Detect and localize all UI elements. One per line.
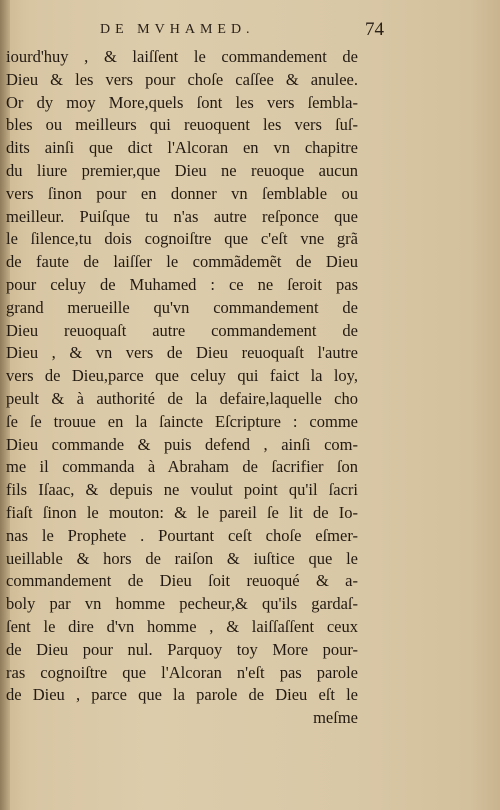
catchword: meſme [313, 708, 358, 728]
text-line: Dieu commande & puis defend , ainſi com- [6, 434, 358, 454]
running-head-title: DE MVHAMED. [100, 22, 255, 37]
body-text [6, 46, 358, 730]
text-line: commandement de Dieu ſoit reuoqué & a- [6, 571, 358, 591]
running-head [0, 19, 500, 46]
text-line: me il commanda à Abraham de ſacrifier ſon [6, 457, 358, 477]
text-line: de Dieu , parce que la parole de Dieu eſt le [6, 685, 358, 705]
text-line: ſent le dire d'vn homme , & laiſſaſſent ceux [6, 616, 358, 636]
text-line: meilleur. Puiſque tu n'as autre reſponce que [6, 206, 358, 226]
text-line: du liure premier,que Dieu ne reuoque aucun [6, 160, 358, 180]
text-line: Dieu , & vn vers de Dieu reuoquaſt l'autre [6, 343, 358, 363]
text-line: boly par vn homme pecheur,& qu'ils gardaſ- [6, 594, 358, 614]
text-line: Or dy moy More,quels ſont les vers ſembla- [6, 92, 358, 112]
text-line: le ſilence,tu dois cognoiſtre que c'eſt vne grã [6, 229, 358, 249]
text-line: bles ou meilleurs qui reuoquent les vers ſuſ- [6, 115, 358, 135]
text-line: ras cognoiſtre que l'Alcoran n'eſt pas parole [6, 662, 358, 682]
text-line: ſe ſe trouue en la ſaincte Eſcripture : comme [6, 411, 358, 431]
page-number: 74 [365, 19, 384, 40]
text-line: fils Iſaac, & depuis ne voulut point qu'il ſacri [6, 480, 358, 500]
text-line: dits ainſi que dict l'Alcoran en vn chapitre [6, 138, 358, 158]
text-line: ueillable & hors de raiſon & iuſtice que le [6, 548, 358, 568]
text-line: vers de Dieu,parce que celuy qui faict la loy, [6, 366, 358, 386]
text-line: nas le Prophete . Pourtant ceſt choſe eſmer- [6, 525, 358, 545]
text-line: fiaſt ſinon le mouton: & le pareil ſe lit de Io- [6, 502, 358, 522]
text-line: de Dieu pour nul. Parquoy toy More pour- [6, 639, 358, 659]
text-line: grand merueille qu'vn commandement de [6, 297, 358, 317]
text-line: pour celuy de Muhamed : ce ne ſeroit pas [6, 274, 358, 294]
text-line: Dieu reuoquaſt autre commandement de [6, 320, 358, 340]
text-line: peult & à authorité de la defaire,laquelle cho [6, 388, 358, 408]
text-line: Dieu & les vers pour choſe caſſee & anulee. [6, 69, 358, 89]
text-line: iourd'huy , & laiſſent le commandement de [6, 47, 358, 66]
text-line: de faute de laiſſer le commãdemẽt de Dieu [6, 252, 358, 272]
text-line: vers ſinon pour en donner vn ſemblable ou [6, 183, 358, 203]
